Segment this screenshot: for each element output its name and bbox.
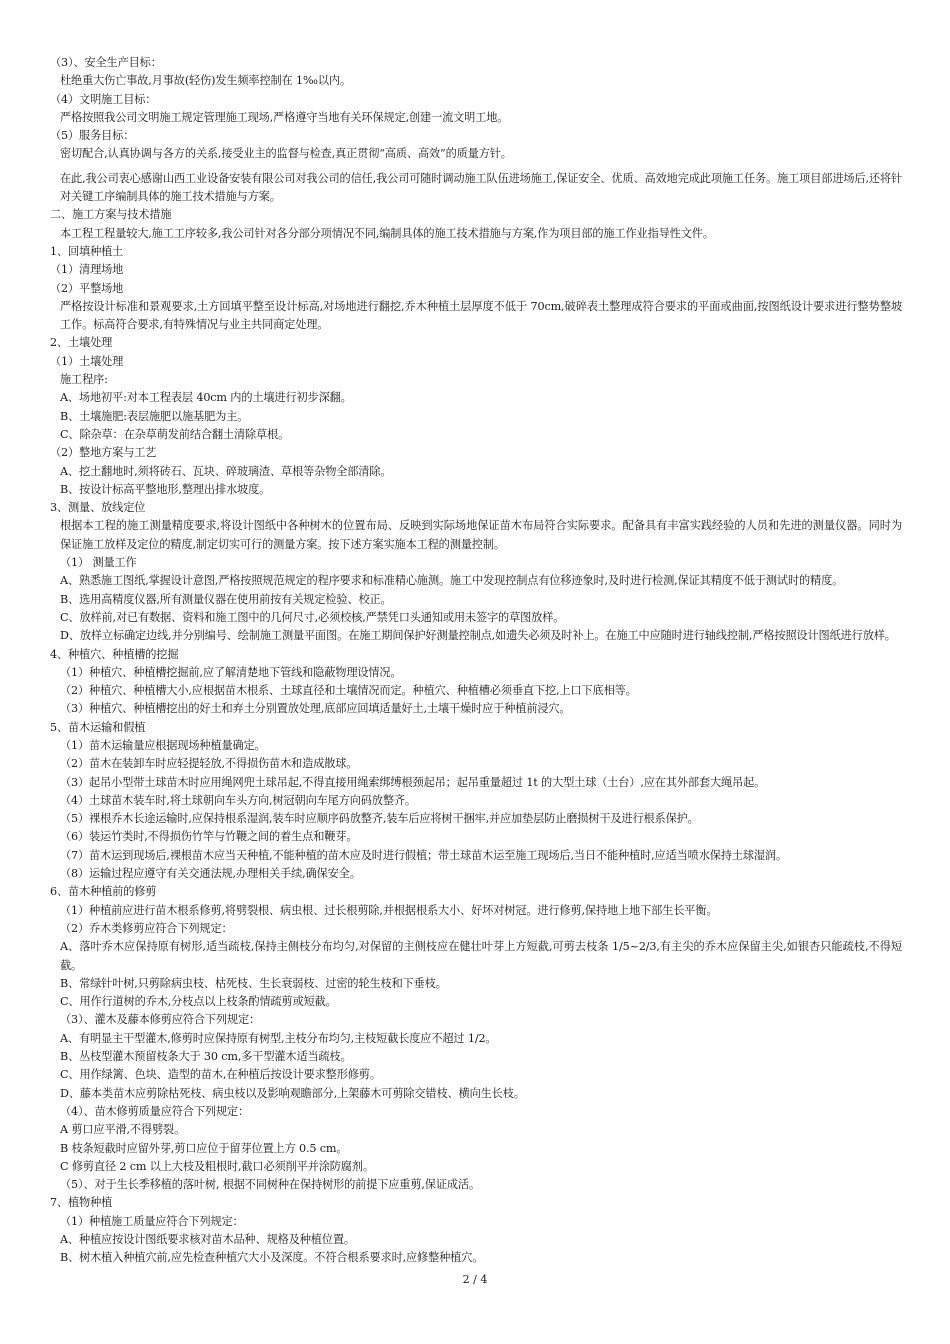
- text-line: 施工程序:: [60, 373, 108, 387]
- text-line: 本工程工程量较大,施工工序较多,我公司针对各分部分项情况不同,编制具体的施工技术措施与方案,作为项目部的施工作业指导性文件。: [60, 226, 714, 240]
- text-line: 严格按照我公司文明施工规定管理施工现场,严格遵守当地有关环保规定,创建一流文明工地。: [60, 110, 509, 124]
- text-line: （1）清理场地: [50, 263, 124, 277]
- text-line: D、放样立标确定边线,并分别编号、绘制施工测量平面图。在施工期间保护好测量控制点,如遗失必须及时补上。在施工中应随时进行轴线控制,严格按照设计图纸进行放样。: [60, 629, 896, 643]
- text-line: C、放样前,对已有数据、资料和施工图中的几何尺寸,必须校核,严禁凭口头通知或用未签字的草图放样。: [60, 610, 565, 624]
- text-line: 二、施工方案与技术措施: [50, 208, 172, 222]
- text-line: B、常绿针叶树,只剪除病虫枝、枯死枝、生长衰弱枝、过密的轮生枝和下垂枝。: [60, 976, 447, 990]
- text-line: 密切配合,认真协调与各方的关系,接受业主的监督与检查,真正贯彻“高质、高效”的质量方针。: [60, 147, 512, 161]
- text-line: A、挖土翻地时,须将砖石、瓦块、碎玻璃渣、草根等杂物全部清除。: [60, 464, 392, 478]
- text-line: （3）种植穴、种植槽挖出的好土和弃土分别置放处理,底部应回填适量好土,土壤干燥时应于种植前浸穴。: [60, 702, 571, 716]
- text-line: （1）种植前应进行苗木根系修剪,将劈裂根、病虫根、过长根剪除,并根据根系大小、好坏对树冠。进行修剪,保持地上地下部生长平衡。: [60, 903, 718, 917]
- text-line: （4）土球苗木装车时,将土球朝向车头方向,树冠朝向车尾方向码放整齐。: [60, 793, 416, 807]
- text-line: （5）、对于生长季移植的落叶树, 根据不同树种在保持树形的前提下应重剪,保证成活。: [60, 1178, 480, 1192]
- text-line: 2、土壤处理: [50, 336, 113, 350]
- text-line: C、除杂草：在杂草萌发前结合翻土清除草根。: [60, 427, 290, 441]
- text-line: A、落叶乔木应保持原有树形,适当疏枝,保持主侧枝分布均匀,对保留的主侧枝应在健壮叶芽上方短截,可剪去枝条 1/5~2/3,有主尖的乔木应保留主尖,如银杏只能疏枝,不得短截。: [60, 940, 902, 972]
- text-line: （7）苗木运到现场后,裸根苗木应当天种植,不能种植的苗木应及时进行假植；带土球苗木运至施工现场后,当日不能种植时,应适当喷水保持土球湿润。: [60, 848, 787, 862]
- text-line: 3、测量、放线定位: [50, 501, 146, 515]
- text-line: （1）苗木运输量应根据现场种植量确定。: [60, 738, 266, 752]
- text-line: （5）裸根乔木长途运输时,应保持根系湿润,装车时应顺序码放整齐,装车后应将树干捆牢,并应加垫层防止磨损树干及进行根系保护。: [60, 812, 699, 826]
- page-number: 2 / 4: [462, 1273, 488, 1286]
- text-line: A 剪口应平滑,不得劈裂。: [60, 1123, 186, 1137]
- text-line: B 枝条短截时应留外芽,剪口应位于留芽位置上方 0.5 cm。: [60, 1141, 348, 1155]
- text-line: 5、苗木运输和假植: [50, 720, 146, 734]
- text-line: （8）运输过程应遵守有关交通法规,办理相关手续,确保安全。: [60, 867, 361, 881]
- text-line: （1） 测量工作: [60, 556, 137, 570]
- text-line: （2）整地方案与工艺: [50, 446, 157, 460]
- text-line: 6、苗木种植前的修剪: [50, 885, 157, 899]
- text-line: A、有明显主干型灌木,修剪时应保持原有树型,主枝分布均匀,主枝短截长度应不超过 1/2。: [60, 1031, 497, 1045]
- document-body: [50, 54, 902, 1268]
- text-line: （1）种植施工质量应符合下列规定：: [60, 1214, 244, 1228]
- text-line: 1、回填种植土: [50, 244, 124, 258]
- text-line: D、藤本类苗木应剪除枯死枝、病虫枝以及影响观瞻部分,上架藤木可剪除交错枝、横向生长枝。: [60, 1086, 525, 1100]
- text-line: （2）平整场地: [50, 281, 124, 295]
- text-line: （1）土壤处理: [50, 354, 124, 368]
- text-line: （4）文明施工目标：: [50, 92, 157, 106]
- text-line: C、用作行道树的乔木,分枝点以上枝条酌情疏剪或短截。: [60, 995, 337, 1009]
- text-line: B、丛枝型灌木预留枝条大于 30 cm,多干型灌木适当疏枝。: [60, 1050, 352, 1064]
- text-line: B、土壤施肥:表层施肥以施基肥为主。: [60, 409, 249, 423]
- text-line: 在此,我公司衷心感谢山西工业设备安装有限公司对我公司的信任,我公司可随时调动施工队伍进场施工,保证安全、优质、高效地完成此项施工任务。施工项目部进场后,还将针对关键工序编制具体的施工技术措施与方案。: [60, 171, 902, 204]
- text-line: B、选用高精度仪器,所有测量仪器在使用前按有关规定检验、校正。: [60, 592, 392, 606]
- text-line: （2）乔木类修剪应符合下列规定：: [60, 921, 233, 935]
- text-line: （5）服务目标：: [50, 129, 135, 143]
- text-line: 根据本工程的施工测量精度要求,将设计图纸中各种树木的位置布局、反映到实际场地保证苗木布局符合实际要求。配备具有丰富实践经验的人员和先进的测量仪器。同时为保证施工放样及定位的精度,制定切实可行的测量方案。按下述方案实施本工程的测量控制。: [60, 519, 902, 551]
- text-line: B、树木植入种植穴前,应先检查种植穴大小及深度。不符合根系要求时,应修整种植穴。: [60, 1251, 484, 1265]
- text-line: （4）、苗木修剪质量应符合下列规定：: [60, 1104, 250, 1118]
- text-line: 严格按设计标准和景观要求,土方回填平整至设计标高,对场地进行翻挖,乔木种植土层厚度不低于 70cm,破碎表土整理成符合要求的平面或曲面,按图纸设计要求进行整势整坡工作。标高符合要求,有特殊情况与业主共同商定处理。: [60, 299, 902, 332]
- text-line: 7、植物种植: [50, 1196, 113, 1210]
- text-line: （2）种植穴、种植槽大小,应根据苗木根系、土球直径和土壤情况而定。种植穴、种植槽必须垂直下挖,上口下底相等。: [60, 684, 637, 698]
- text-line: 杜绝重大伤亡事故,月事故(轻伤)发生频率控制在 1‰以内。: [60, 74, 351, 88]
- text-line: C、用作绿篱、色块、造型的苗木,在种植后按设计要求整形修剪。: [60, 1068, 381, 1082]
- text-line: A、熟悉施工图纸,掌握设计意图,严格按照规范规定的程序要求和标准精心施测。施工中发现控制点有位移迹象时,及时进行检测,保证其精度不低于测试时的精度。: [60, 574, 844, 588]
- text-line: （3）、灌木及藤本修剪应符合下列规定：: [60, 1013, 261, 1027]
- text-line: （1）种植穴、种植槽挖掘前,应了解清楚地下管线和隐蔽物理设情况。: [60, 665, 402, 679]
- text-line: C 修剪直径 2 cm 以上大枝及粗根时,截口必须削平并涂防腐剂。: [60, 1159, 374, 1173]
- text-line: A、场地初平:对本工程表层 40cm 内的土壤进行初步深翻。: [60, 391, 352, 405]
- text-line: A、种植应按设计图纸要求核对苗木品种、规格及种植位置。: [60, 1233, 355, 1246]
- text-line: （6）装运竹类时,不得损伤竹竿与竹鞭之间的着生点和鞭芽。: [60, 830, 358, 844]
- text-line: （3）起吊小型带土球苗木时应用绳网兜土球吊起,不得直接用绳索绑缚根颈起吊；起吊重量超过 1t 的大型土球（土台）,应在其外部套大绳吊起。: [60, 775, 766, 789]
- text-line: （2）苗木在装卸车时应轻提轻放,不得损伤苗木和造成散球。: [60, 757, 358, 771]
- text-line: B、按设计标高平整地形,整理出排水坡度。: [60, 482, 271, 496]
- text-line: （3）、安全生产目标：: [50, 56, 162, 69]
- text-line: 4、种植穴、种植槽的挖掘: [50, 647, 179, 661]
